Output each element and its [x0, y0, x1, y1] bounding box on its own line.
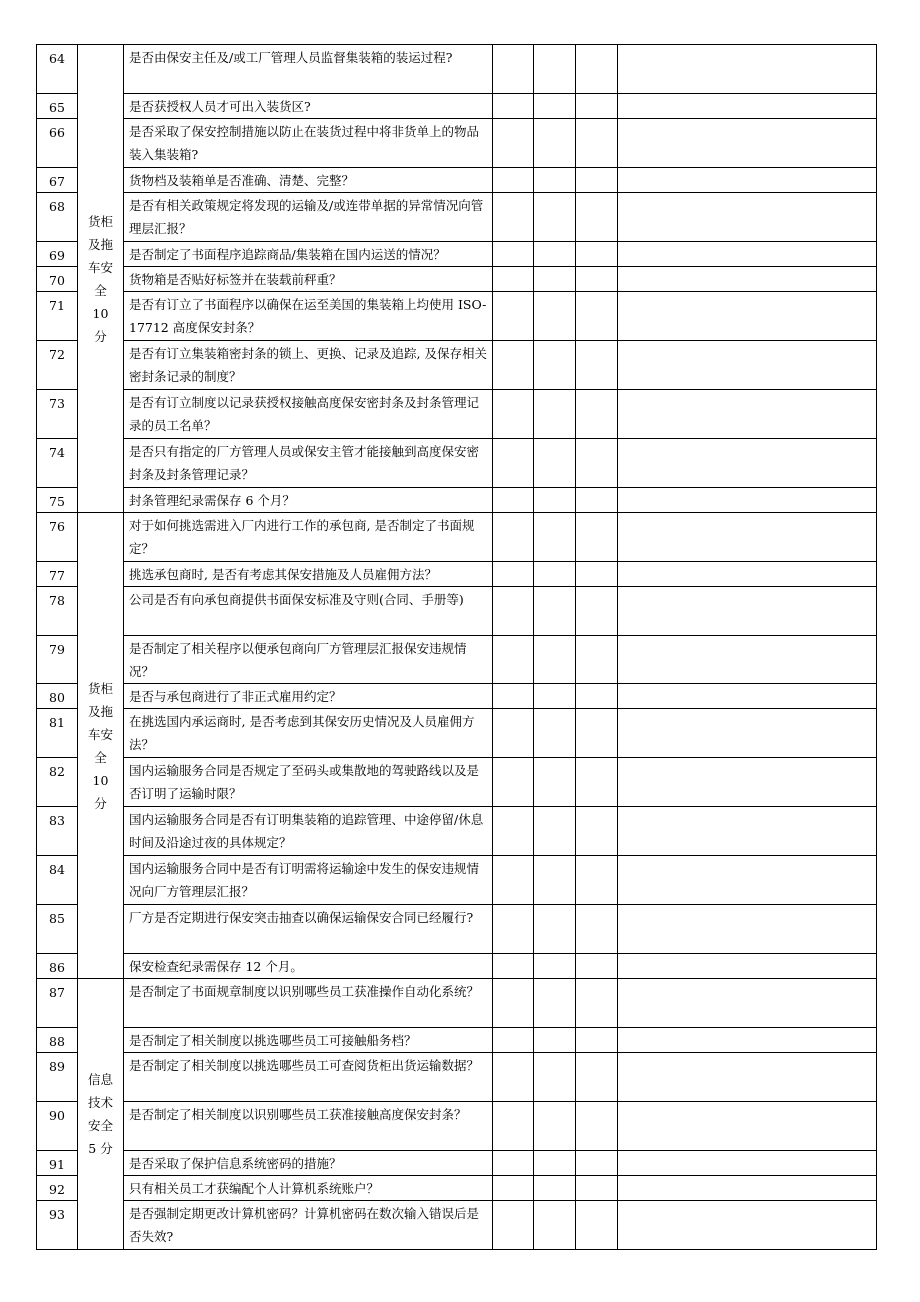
item-number: 87: [37, 979, 78, 1028]
answer-cell-1: [493, 1102, 534, 1151]
answer-cell-3: [576, 807, 618, 856]
question-text: 在挑选国内承运商时, 是否考虑到其保安历史情况及人员雇佣方法？: [124, 709, 493, 758]
question-text: 是否强制定期更改计算机密码？计算机密码在数次输入错误后是否失效?: [124, 1201, 493, 1250]
answer-cell-1: [493, 439, 534, 488]
answer-cell-3: [576, 193, 618, 242]
item-number: 65: [37, 94, 78, 119]
audit-table-body: [37, 45, 877, 1250]
table-row: [37, 488, 877, 513]
answer-cell-1: [493, 979, 534, 1028]
remarks-cell: [618, 979, 877, 1028]
answer-cell-2: [534, 390, 576, 439]
answer-cell-1: [493, 1053, 534, 1102]
question-text: 货物档及装箱单是否准确、清楚、完整？: [124, 168, 493, 193]
table-row: [37, 1053, 877, 1102]
answer-cell-3: [576, 94, 618, 119]
question-text: 国内运输服务合同中是否有订明需将运输途中发生的保安违规情况向厂方管理层汇报？: [124, 856, 493, 905]
question-text: 是否制定了相关制度以识别哪些员工获准接触高度保安封条？: [124, 1102, 493, 1151]
answer-cell-1: [493, 292, 534, 341]
question-text: 是否制定了相关程序以便承包商向厂方管理层汇报保安违规情况？: [124, 636, 493, 684]
answer-cell-1: [493, 905, 534, 954]
remarks-cell: [618, 587, 877, 636]
answer-cell-2: [534, 168, 576, 193]
table-row: [37, 439, 877, 488]
remarks-cell: [618, 1053, 877, 1102]
question-text: 是否有订立制度以记录获授权接触高度保安密封条及封条管理记录的员工名单？: [124, 390, 493, 439]
table-row: [37, 905, 877, 954]
answer-cell-1: [493, 94, 534, 119]
answer-cell-3: [576, 905, 618, 954]
answer-cell-3: [576, 636, 618, 684]
answer-cell-2: [534, 1028, 576, 1053]
question-text: 挑选承包商时, 是否有考虑其保安措施及人员雇佣方法？: [124, 562, 493, 587]
answer-cell-2: [534, 807, 576, 856]
answer-cell-1: [493, 513, 534, 562]
answer-cell-2: [534, 856, 576, 905]
table-row: [37, 292, 877, 341]
remarks-cell: [618, 390, 877, 439]
table-row: [37, 954, 877, 979]
item-number: 85: [37, 905, 78, 954]
table-row: [37, 1176, 877, 1201]
question-text: 是否采取了保护信息系统密码的措施？: [124, 1151, 493, 1176]
question-text: 是否由保安主任及/或工厂管理人员监督集装箱的装运过程?: [124, 45, 493, 94]
table-row: [37, 1102, 877, 1151]
answer-cell-2: [534, 758, 576, 807]
answer-cell-1: [493, 390, 534, 439]
answer-cell-1: [493, 242, 534, 267]
remarks-cell: [618, 758, 877, 807]
answer-cell-3: [576, 684, 618, 709]
question-text: 是否只有指定的厂方管理人员或保安主管才能接触到高度保安密封条及封条管理记录？: [124, 439, 493, 488]
answer-cell-3: [576, 242, 618, 267]
remarks-cell: [618, 341, 877, 390]
item-number: 68: [37, 193, 78, 242]
answer-cell-2: [534, 709, 576, 758]
remarks-cell: [618, 684, 877, 709]
item-number: 88: [37, 1028, 78, 1053]
answer-cell-2: [534, 1176, 576, 1201]
answer-cell-1: [493, 193, 534, 242]
answer-cell-1: [493, 1151, 534, 1176]
answer-cell-2: [534, 684, 576, 709]
answer-cell-1: [493, 45, 534, 94]
answer-cell-3: [576, 1053, 618, 1102]
section-label: 货柜 及拖 车安 全 10 分: [87, 213, 113, 344]
item-number: 64: [37, 45, 78, 94]
remarks-cell: [618, 45, 877, 94]
answer-cell-1: [493, 587, 534, 636]
answer-cell-3: [576, 341, 618, 390]
item-number: 92: [37, 1176, 78, 1201]
answer-cell-2: [534, 193, 576, 242]
answer-cell-3: [576, 292, 618, 341]
question-text: 是否获授权人员才可出入装货区?: [124, 94, 493, 119]
answer-cell-3: [576, 267, 618, 292]
answer-cell-2: [534, 1151, 576, 1176]
item-number: 67: [37, 168, 78, 193]
answer-cell-3: [576, 390, 618, 439]
answer-cell-2: [534, 636, 576, 684]
answer-cell-1: [493, 954, 534, 979]
table-row: [37, 390, 877, 439]
item-number: 72: [37, 341, 78, 390]
item-number: 70: [37, 267, 78, 292]
answer-cell-2: [534, 1102, 576, 1151]
answer-cell-1: [493, 636, 534, 684]
answer-cell-1: [493, 562, 534, 587]
item-number: 84: [37, 856, 78, 905]
table-row: [37, 1151, 877, 1176]
answer-cell-2: [534, 292, 576, 341]
question-text: 封条管理纪录需保存 6 个月？: [124, 488, 493, 513]
item-number: 90: [37, 1102, 78, 1151]
answer-cell-3: [576, 1151, 618, 1176]
item-number: 86: [37, 954, 78, 979]
answer-cell-2: [534, 119, 576, 168]
remarks-cell: [618, 1176, 877, 1201]
remarks-cell: [618, 1201, 877, 1250]
item-number: 69: [37, 242, 78, 267]
remarks-cell: [618, 709, 877, 758]
remarks-cell: [618, 856, 877, 905]
remarks-cell: [618, 193, 877, 242]
remarks-cell: [618, 562, 877, 587]
answer-cell-3: [576, 1102, 618, 1151]
question-text: 是否制定了相关制度以挑选哪些员工可查阅货柜出货运输数据？: [124, 1053, 493, 1102]
answer-cell-3: [576, 439, 618, 488]
remarks-cell: [618, 1151, 877, 1176]
table-row: [37, 709, 877, 758]
remarks-cell: [618, 954, 877, 979]
answer-cell-1: [493, 856, 534, 905]
answer-cell-2: [534, 562, 576, 587]
answer-cell-2: [534, 439, 576, 488]
question-text: 是否制定了相关制度以挑选哪些员工可接触船务档？: [124, 1028, 493, 1053]
table-row: [37, 242, 877, 267]
answer-cell-1: [493, 1201, 534, 1250]
table-row: [37, 587, 877, 636]
answer-cell-3: [576, 587, 618, 636]
remarks-cell: [618, 94, 877, 119]
answer-cell-3: [576, 856, 618, 905]
remarks-cell: [618, 1028, 877, 1053]
answer-cell-2: [534, 979, 576, 1028]
question-text: 保安检查纪录需保存 12 个月。: [124, 954, 493, 979]
question-text: 是否制定了书面规章制度以识别哪些员工获准操作自动化系统？: [124, 979, 493, 1028]
question-text: 公司是否有向承包商提供书面保安标准及守则(合同、手册等): [124, 587, 493, 636]
question-text: 是否有订立了书面程序以确保在运至美国的集装箱上均使用 ISO-17712 高度保安封条？: [124, 292, 493, 341]
answer-cell-2: [534, 954, 576, 979]
answer-cell-2: [534, 587, 576, 636]
table-row: [37, 267, 877, 292]
table-row: [37, 758, 877, 807]
remarks-cell: [618, 292, 877, 341]
section-label: 信息 技术 安全 5 分: [87, 1072, 113, 1156]
table-row: [37, 1201, 877, 1250]
answer-cell-1: [493, 488, 534, 513]
table-row: [37, 168, 877, 193]
answer-cell-3: [576, 1201, 618, 1250]
answer-cell-3: [576, 119, 618, 168]
item-number: 93: [37, 1201, 78, 1250]
question-text: 只有相关员工才获编配个人计算机系统账户？: [124, 1176, 493, 1201]
answer-cell-3: [576, 513, 618, 562]
item-number: 71: [37, 292, 78, 341]
item-number: 66: [37, 119, 78, 168]
question-text: 对于如何挑选需进入厂内进行工作的承包商, 是否制定了书面规定？: [124, 513, 493, 562]
item-number: 81: [37, 709, 78, 758]
answer-cell-3: [576, 562, 618, 587]
remarks-cell: [618, 1102, 877, 1151]
question-text: 国内运输服务合同是否有订明集装箱的追踪管理、中途停留/休息时间及沿途过夜的具体规定？: [124, 807, 493, 856]
table-row: [37, 562, 877, 587]
table-row: [37, 119, 877, 168]
answer-cell-3: [576, 979, 618, 1028]
section-label-cell: [78, 45, 124, 513]
remarks-cell: [618, 267, 877, 292]
answer-cell-2: [534, 341, 576, 390]
remarks-cell: [618, 636, 877, 684]
remarks-cell: [618, 513, 877, 562]
answer-cell-2: [534, 1201, 576, 1250]
item-number: 77: [37, 562, 78, 587]
section-label-cell: [78, 979, 124, 1250]
answer-cell-3: [576, 45, 618, 94]
audit-checklist-table: [36, 44, 877, 1250]
answer-cell-3: [576, 1028, 618, 1053]
item-number: 73: [37, 390, 78, 439]
answer-cell-2: [534, 1053, 576, 1102]
table-row: [37, 1028, 877, 1053]
answer-cell-2: [534, 267, 576, 292]
item-number: 75: [37, 488, 78, 513]
question-text: 是否制定了书面程序追踪商品/集装箱在国内运送的情况？: [124, 242, 493, 267]
question-text: 厂方是否定期进行保安突击抽查以确保运输保安合同已经履行?: [124, 905, 493, 954]
item-number: 74: [37, 439, 78, 488]
remarks-cell: [618, 807, 877, 856]
table-row: [37, 193, 877, 242]
answer-cell-1: [493, 1028, 534, 1053]
remarks-cell: [618, 439, 877, 488]
question-text: 是否有订立集装箱密封条的锁上、更换、记录及追踪, 及保存相关密封条记录的制度？: [124, 341, 493, 390]
answer-cell-2: [534, 513, 576, 562]
table-row: [37, 684, 877, 709]
answer-cell-3: [576, 709, 618, 758]
answer-cell-3: [576, 488, 618, 513]
table-row: [37, 856, 877, 905]
table-row: [37, 979, 877, 1028]
section-label-cell: [78, 513, 124, 979]
answer-cell-3: [576, 758, 618, 807]
remarks-cell: [618, 242, 877, 267]
table-row: [37, 341, 877, 390]
item-number: 79: [37, 636, 78, 684]
question-text: 是否采取了保安控制措施以防止在装货过程中将非货单上的物品装入集装箱?: [124, 119, 493, 168]
table-row: [37, 513, 877, 562]
answer-cell-1: [493, 684, 534, 709]
section-label: 货柜 及拖 车安 全 10 分: [87, 680, 113, 811]
table-row: [37, 807, 877, 856]
table-row: [37, 45, 877, 94]
answer-cell-1: [493, 267, 534, 292]
question-text: 国内运输服务合同是否规定了至码头或集散地的驾驶路线以及是否订明了运输时限？: [124, 758, 493, 807]
answer-cell-1: [493, 168, 534, 193]
remarks-cell: [618, 905, 877, 954]
table-row: [37, 94, 877, 119]
answer-cell-2: [534, 905, 576, 954]
answer-cell-2: [534, 488, 576, 513]
answer-cell-2: [534, 45, 576, 94]
answer-cell-3: [576, 954, 618, 979]
answer-cell-1: [493, 1176, 534, 1201]
answer-cell-1: [493, 341, 534, 390]
item-number: 78: [37, 587, 78, 636]
remarks-cell: [618, 488, 877, 513]
remarks-cell: [618, 168, 877, 193]
question-text: 是否与承包商进行了非正式雇用约定？: [124, 684, 493, 709]
table-row: [37, 636, 877, 684]
answer-cell-3: [576, 168, 618, 193]
question-text: 货物箱是否贴好标签并在装载前秤重？: [124, 267, 493, 292]
answer-cell-1: [493, 758, 534, 807]
item-number: 91: [37, 1151, 78, 1176]
item-number: 76: [37, 513, 78, 562]
remarks-cell: [618, 119, 877, 168]
item-number: 82: [37, 758, 78, 807]
item-number: 89: [37, 1053, 78, 1102]
answer-cell-2: [534, 94, 576, 119]
answer-cell-2: [534, 242, 576, 267]
answer-cell-3: [576, 1176, 618, 1201]
question-text: 是否有相关政策规定将发现的运输及/或连带单据的异常情况向管理层汇报？: [124, 193, 493, 242]
answer-cell-1: [493, 119, 534, 168]
answer-cell-1: [493, 709, 534, 758]
item-number: 83: [37, 807, 78, 856]
answer-cell-1: [493, 807, 534, 856]
item-number: 80: [37, 684, 78, 709]
